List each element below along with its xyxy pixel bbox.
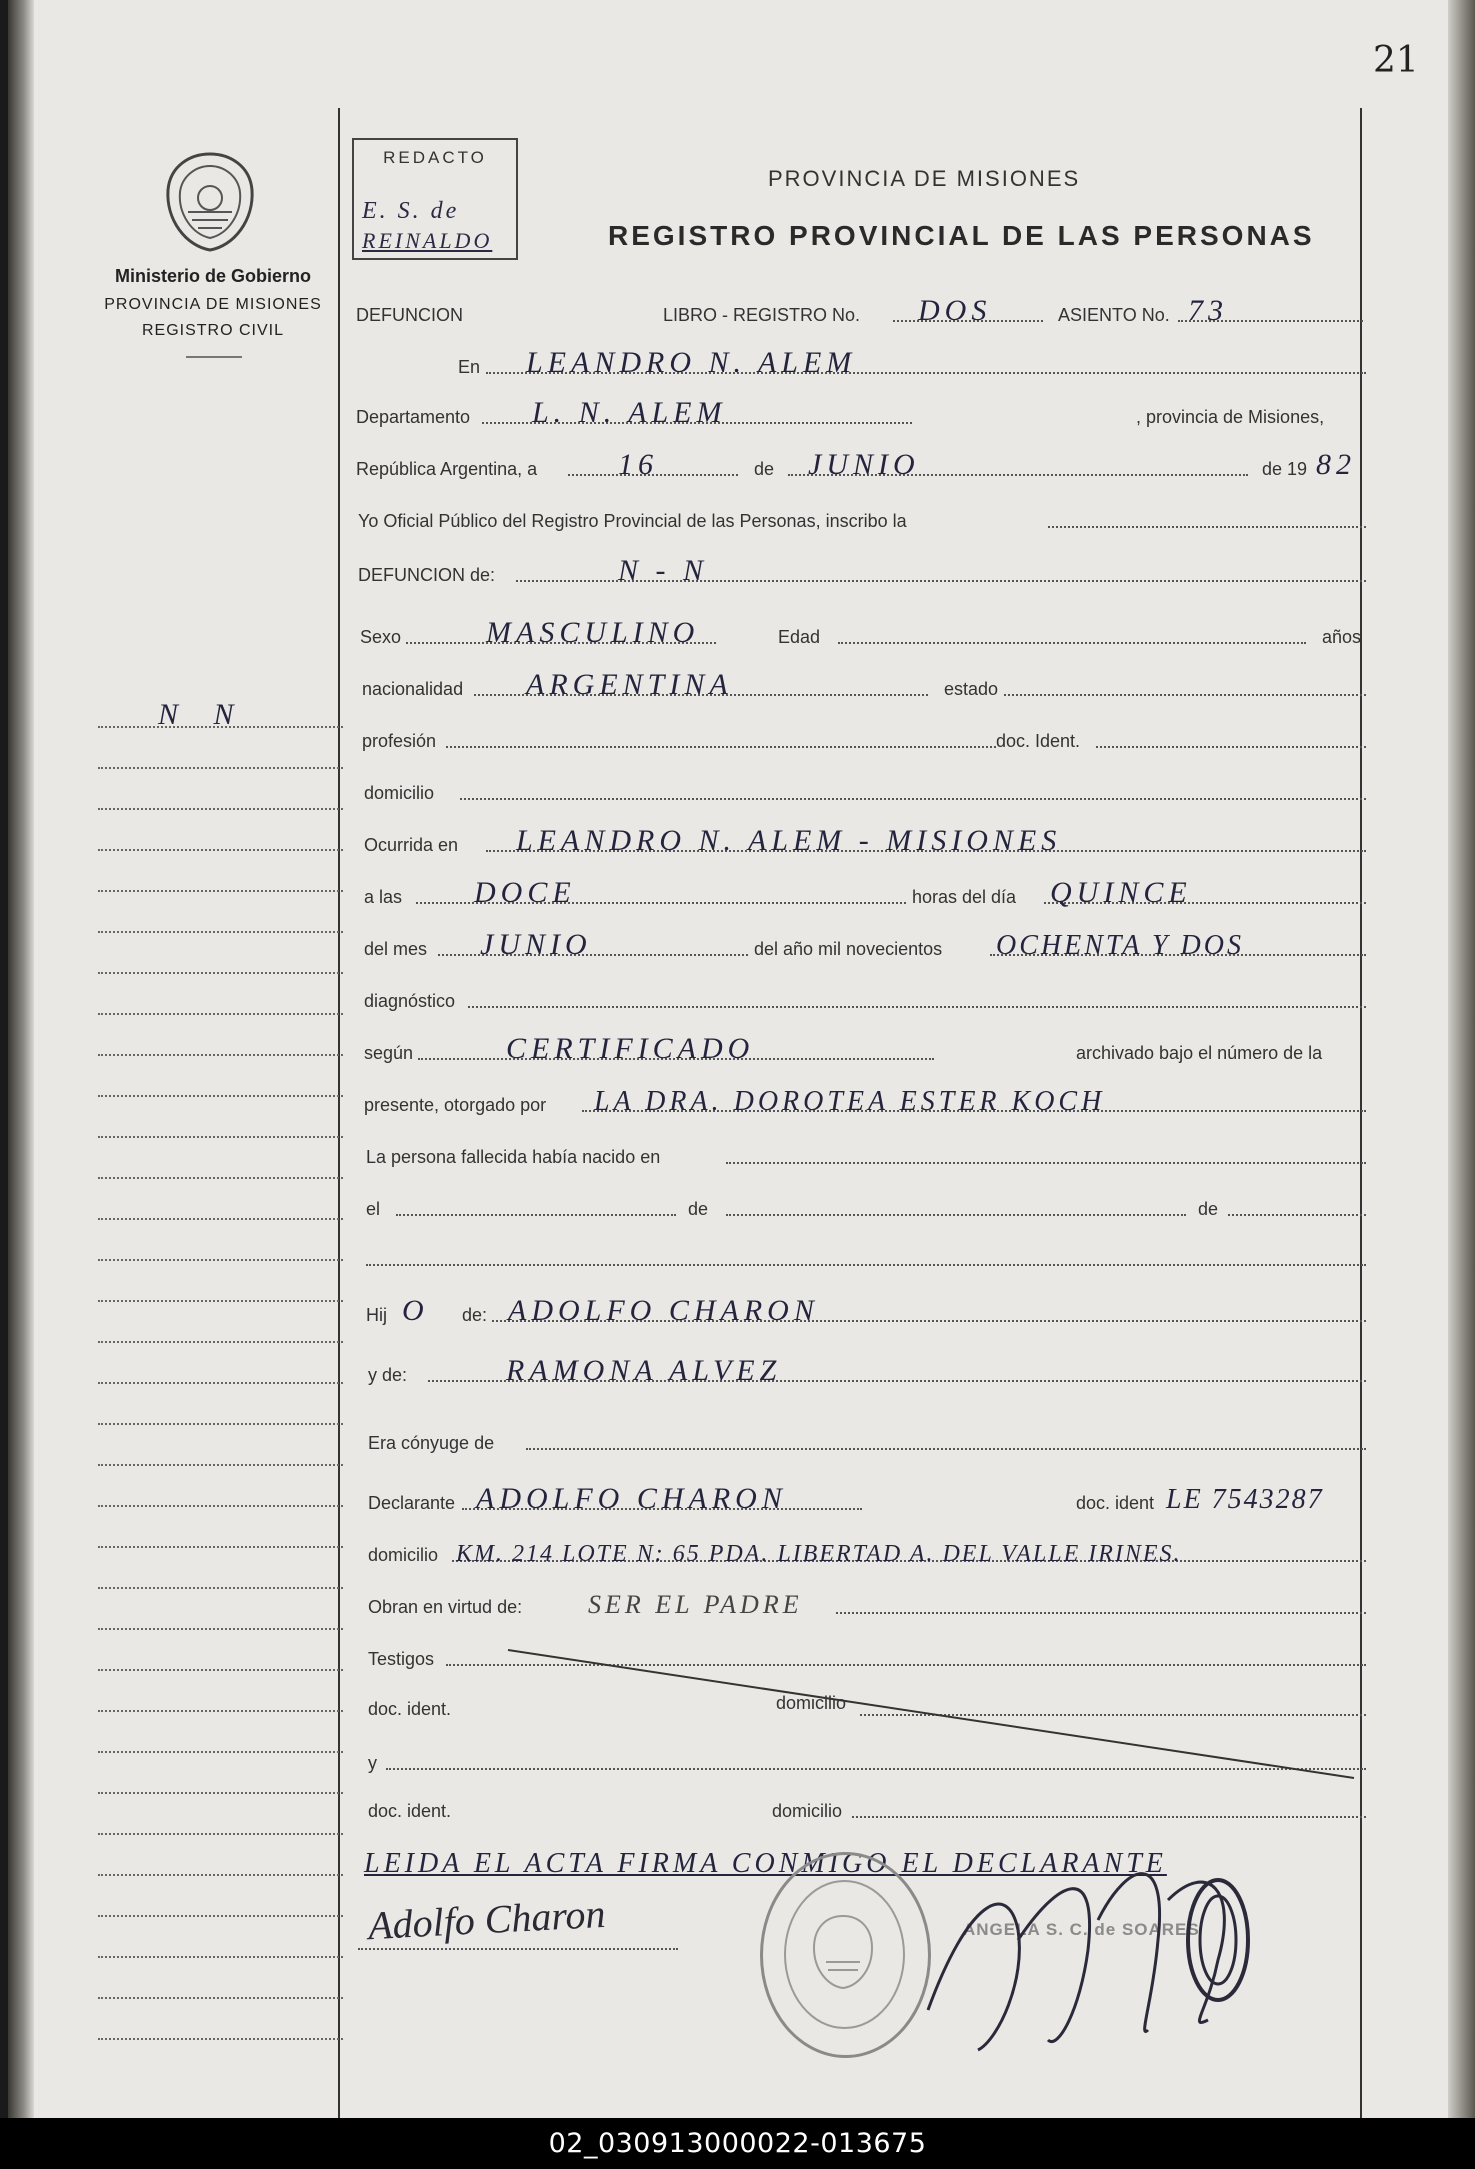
archivado-label: archivado bajo el número de la (1076, 1043, 1323, 1063)
ocurrida-label: Ocurrida en (364, 835, 459, 855)
official-signature (908, 1840, 1288, 2070)
registry-page (8, 0, 1460, 2118)
registry-heading: REGISTRO PROVINCIAL DE LAS PERSONAS (608, 220, 1315, 251)
alas-label: a las (364, 887, 403, 907)
profesion-label: profesión (362, 731, 437, 751)
leida-value: LEIDA EL ACTA FIRMA CONMIGO EL DECLARANTE (364, 1848, 1167, 1879)
en-value: LEANDRO N. ALEM (526, 346, 857, 379)
anio-value: 82 (1316, 448, 1356, 481)
el-label: el (366, 1199, 381, 1219)
sexo-label: Sexo (360, 627, 402, 647)
nacionalidad-value: ARGENTINA (526, 668, 733, 701)
docident-value: LE 7543287 (1166, 1484, 1324, 1515)
docident2-label: doc. ident. (368, 1699, 452, 1719)
anos-label: años (1322, 627, 1362, 647)
declarante-label: Declarante (368, 1493, 456, 1513)
libro-value: DOS (918, 294, 992, 327)
anio-text-value: OCHENTA Y DOS (996, 930, 1245, 961)
domicilio4-label: domicilio (772, 1801, 843, 1821)
page-right-edge (1448, 0, 1475, 2118)
redacto-label: REDACTO (383, 148, 487, 167)
de-label: de (754, 459, 775, 479)
province-heading: PROVINCIA DE MISIONES (768, 166, 1081, 191)
diagnostico-label: diagnóstico (364, 991, 456, 1011)
ministry-registry: REGISTRO CIVIL (141, 322, 285, 339)
estado-label: estado (944, 679, 999, 699)
docident-label: doc. ident (1076, 1493, 1155, 1513)
margin-name: N N (158, 698, 248, 731)
delmes-value: JUNIO (480, 928, 592, 961)
domicilio2-label: domicilio (368, 1545, 439, 1565)
anio-label: del año mil novecientos (754, 939, 943, 959)
presente-label: presente, otorgado por (364, 1095, 547, 1115)
stamp-emblem-icon (808, 1912, 878, 1992)
hijo-de-label: de: (462, 1305, 488, 1325)
ministry-title: Ministerio de Gobierno (114, 266, 311, 286)
de3-label: de (1198, 1199, 1219, 1219)
departamento-label: Departamento (356, 407, 471, 427)
defuncion-de-label: DEFUNCION de: (358, 565, 496, 585)
ocurrida-value: LEANDRO N. ALEM - MISIONES (516, 824, 1062, 857)
defuncion-de-value: N - N (618, 554, 709, 587)
redacto-line2: REINALDO (362, 228, 493, 253)
nacionalidad-label: nacionalidad (362, 679, 464, 699)
de19-label: de 19 (1262, 459, 1308, 479)
testigos-label: Testigos (368, 1649, 435, 1669)
y-label: y (368, 1753, 377, 1773)
delmes-label: del mes (364, 939, 428, 959)
hijo-value: ADOLFO CHARON (508, 1294, 819, 1327)
departamento-value: L. N. ALEM (532, 396, 727, 429)
horas-value: QUINCE (1050, 876, 1192, 909)
libro-label: LIBRO - REGISTRO No. (663, 305, 861, 325)
presente-value: LA DRA. DOROTEA ESTER KOCH (594, 1086, 1106, 1117)
defuncion-label: DEFUNCION (356, 305, 463, 325)
yde-value: RAMONA ALVEZ (506, 1354, 782, 1387)
cancel-stroke (8, 0, 1460, 2118)
yo-label: Yo Oficial Público del Registro Provincial de las Personas, inscribo la (358, 511, 907, 531)
asiento-value: 73 (1188, 294, 1228, 327)
sexo-value: MASCULINO (486, 616, 700, 649)
alas-value: DOCE (474, 876, 576, 909)
segun-value: CERTIFICADO (506, 1032, 755, 1065)
image-id-caption: 02_030913000022-013675 (0, 2118, 1475, 2169)
conyuge-label: Era cónyuge de (368, 1433, 495, 1453)
declarant-signature: Adolfo Charon (366, 1890, 607, 1949)
redacto-line1: E. S. de (362, 198, 460, 224)
asiento-label: ASIENTO No. (1058, 305, 1170, 325)
dia-value: 16 (618, 448, 658, 481)
page-number: 21 (1373, 40, 1419, 81)
republica-label: República Argentina, a (356, 459, 538, 479)
edad-label: Edad (778, 627, 821, 647)
hijo-suffix: O (402, 1294, 429, 1327)
yde-label: y de: (368, 1365, 408, 1385)
mes-value: JUNIO (808, 448, 920, 481)
de2-label: de (688, 1199, 709, 1219)
nacido-label: La persona fallecida había nacido en (366, 1147, 661, 1167)
domicilio3-label: domicilio (776, 1693, 847, 1713)
horas-label: horas del día (912, 887, 1017, 907)
official-seal-text: ANGELA S. C. de SOARES (963, 1920, 1200, 1939)
domicilio-label: domicilio (364, 783, 435, 803)
doc-ident-label: doc. Ident. (996, 731, 1081, 751)
obran-label: Obran en virtud de: (368, 1597, 523, 1617)
ministry-province: PROVINCIA DE MISIONES (104, 296, 322, 313)
declarante-value: ADOLFO CHARON (476, 1482, 787, 1515)
docident3-label: doc. ident. (368, 1801, 452, 1821)
domicilio2-value: KM. 214 LOTE N: 65 PDA. LIBERTAD A. DEL VALLE IRINES. (456, 1541, 1182, 1567)
en-label: En (458, 357, 481, 377)
obran-value: SER EL PADRE (588, 1590, 803, 1619)
hijo-label: Hij (366, 1305, 387, 1325)
segun-label: según (364, 1043, 414, 1063)
provincia-label: , provincia de Misiones, (1136, 407, 1325, 427)
